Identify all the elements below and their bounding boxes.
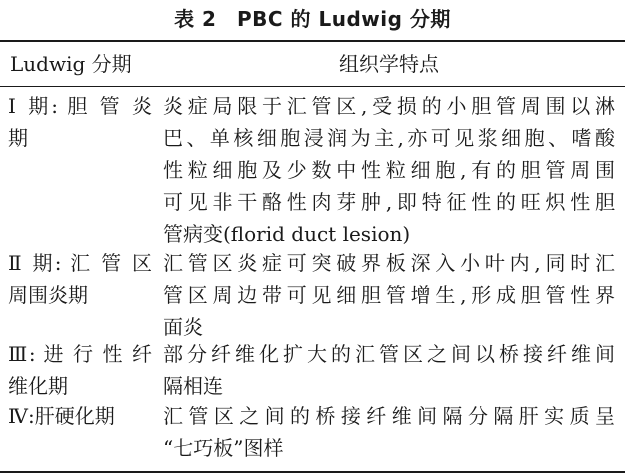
table-title: 表 2 PBC 的 Ludwig 分期: [174, 7, 451, 31]
features-cell: [163, 400, 615, 464]
features-line: 巴、单核细胞浸润为主,亦可见浆细胞、嗜酸: [163, 126, 615, 150]
stage-line: 维化期: [8, 374, 68, 398]
stage-line: Ⅲ: 进 行 性 纤: [8, 342, 152, 366]
features-cell: [163, 338, 615, 402]
stage-line: 期: [8, 126, 28, 150]
stage-cell: [8, 90, 152, 154]
stage-cell: [8, 247, 152, 311]
stage-line: Ⅳ:肝硬化期: [8, 404, 115, 428]
features-cell: [163, 90, 615, 250]
table-top-rule: [0, 40, 625, 42]
header-stage: Ludwig 分期: [10, 52, 132, 76]
header-features: 组织学特点: [339, 52, 439, 76]
stage-line: Ⅰ 期: 胆 管 炎: [8, 94, 152, 118]
features-cell: [163, 247, 615, 343]
features-line: 炎症局限于汇管区,受损的小胆管周围以淋: [163, 94, 615, 118]
features-line: 管病变(florid duct lesion): [163, 222, 411, 246]
features-line: 面炎: [163, 315, 203, 339]
features-line: 汇管区炎症可突破界板深入小叶内,同时汇: [163, 251, 615, 275]
features-line: 部分纤维化扩大的汇管区之间以桥接纤维间: [163, 342, 615, 366]
stage-line: 周围炎期: [8, 283, 88, 307]
features-line: 隔相连: [163, 374, 223, 398]
stage-cell: [8, 338, 152, 402]
features-line: 汇管区之间的桥接纤维间隔分隔肝实质呈: [163, 404, 615, 428]
stage-cell: [8, 400, 152, 432]
features-line: 管区周边带可见细胆管增生,形成胆管性界: [163, 283, 615, 307]
table-header-rule: [0, 86, 625, 87]
features-line: 可见非干酪性肉芽肿,即特征性的旺炽性胆: [163, 190, 615, 214]
features-line: “七巧板”图样: [163, 436, 284, 460]
table-bottom-rule: [0, 471, 625, 473]
features-line: 性粒细胞及少数中性粒细胞,有的胆管周围: [163, 158, 615, 182]
stage-line: Ⅱ 期: 汇 管 区: [8, 251, 152, 275]
